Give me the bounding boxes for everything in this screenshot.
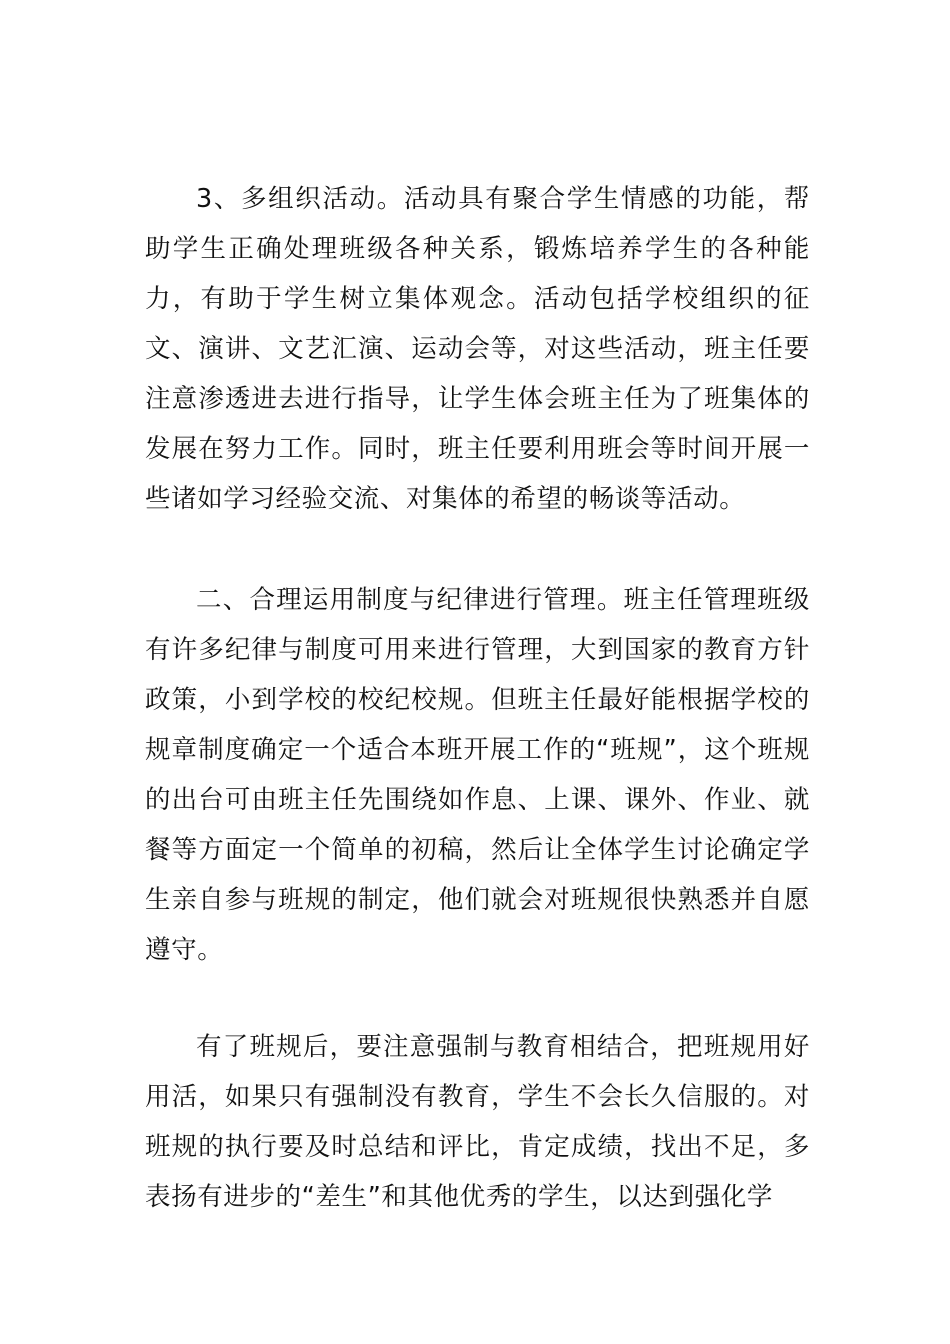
paragraph-activities: 3、多组织活动。活动具有聚合学生情感的功能，帮助学生正确处理班级各种关系，锻炼培养学生的各种能力，有助于学生树立集体观念。活动包括学校组织的征文、演讲、文艺汇演、运动会等，对这些活动，班主任要注意渗透进去进行指导，让学生体会班主任为了班集体的发展在努力工作。同时，班主任要利用班会等时间开展一些诸如学习经验交流、对集体的希望的畅谈等活动。: [145, 184, 810, 514]
paragraph-rules-management: 二、合理运用制度与纪律进行管理。班主任管理班级有许多纪律与制度可用来进行管理，大到国家的教育方针政策，小到学校的校纪校规。但班主任最好能根据学校的规章制度确定一个适合本班开展工作的“班规”，这个班规的出台可由班主任先围绕如作息、上课、课外、作业、就餐等方面定一个简单的初稿，然后让全体学生讨论确定学生亲自参与班规的制定，他们就会对班规很快熟悉并自愿遵守。: [145, 585, 810, 965]
paragraph-rules-enforcement: 有了班规后，要注意强制与教育相结合，把班规用好用活，如果只有强制没有教育，学生不会长久信服的。对班规的执行要及时总结和评比，肯定成绩，找出不足，多表扬有进步的“差生”和其他优秀的学生，以达到强化学: [145, 1032, 810, 1212]
